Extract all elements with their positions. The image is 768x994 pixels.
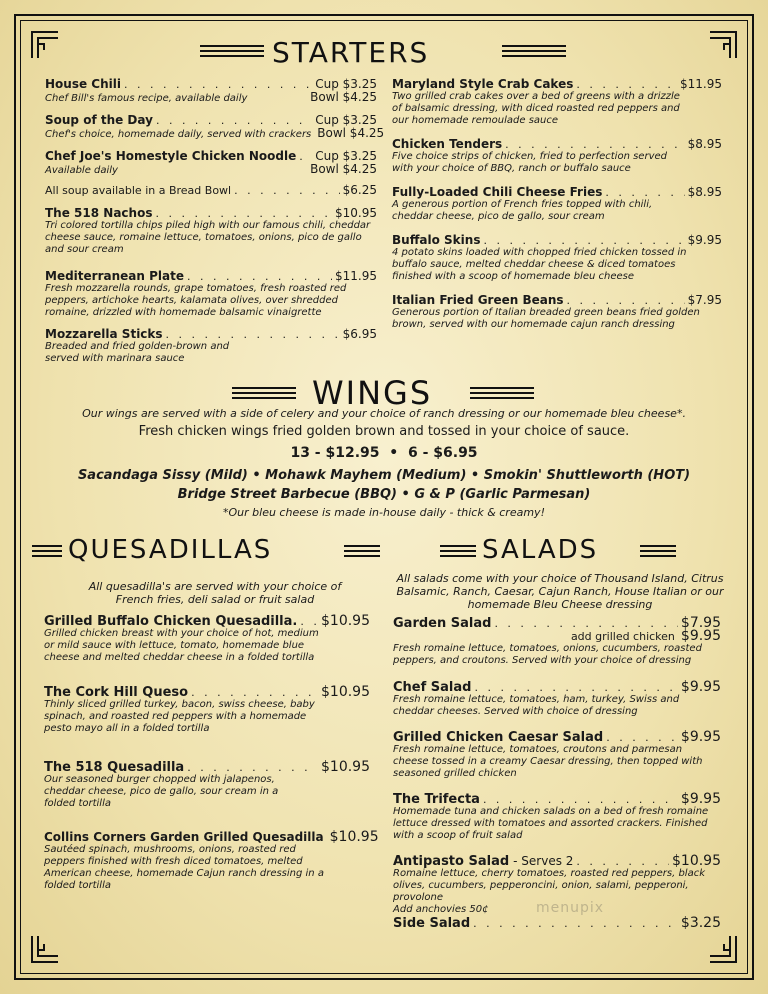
item-extra: Add anchovies 50¢ <box>393 904 489 915</box>
item-name: Grilled Buffalo Chicken Quesadilla. <box>44 614 298 629</box>
menu-item <box>392 138 722 175</box>
menu-item <box>44 686 370 735</box>
item-desc: Our seasoned burger chopped with jalapenos, cheddar cheese, pico de gallo, sour cream in a folded tortilla <box>44 774 279 809</box>
decor-bars <box>470 384 534 402</box>
menu-item <box>44 761 370 810</box>
item-price: $9.95 <box>687 233 722 247</box>
watermark: menupix <box>536 900 605 916</box>
item-desc: Homemade tuna and chicken salads on a bed of fresh romaine lettuce dressed with tomatoes and assorted crackers. Finished with a scoop of fruit salad <box>393 806 709 841</box>
item-name: Italian Fried Green Beans <box>392 293 564 307</box>
item-desc: Two grilled crab cakes over a bed of greens with a drizzle of balsamic dressing, with diced roasted red peppers and our homemade remoulade sauce <box>392 91 680 126</box>
item-price: $9.95 <box>680 628 721 644</box>
item-price: $10.95 <box>329 829 379 845</box>
menu-item <box>393 793 721 842</box>
menu-item <box>392 234 722 283</box>
item-desc: Available daily <box>45 165 118 176</box>
item-price: $9.95 <box>680 729 721 745</box>
corner-ornament-icon <box>30 934 60 964</box>
item-desc: Romaine lettuce, cherry tomatoes, roasted red peppers, black olives, cucumbers, pepperoncini, onion, salami, pepperoni, provolone <box>393 868 706 903</box>
item-name: Grilled Chicken Caesar Salad <box>393 730 604 745</box>
item-price: $10.95 <box>321 613 370 629</box>
item-name: Mediterranean Plate <box>45 269 184 283</box>
item-price: $9.95 <box>680 791 721 807</box>
item-price: $7.95 <box>680 615 721 631</box>
corner-ornament-icon <box>30 30 60 60</box>
menu-item <box>393 917 721 930</box>
item-desc: Tri colored tortilla chips piled high with our famous chili, cheddar cheese sauce, romaine lettuce, tomatoes, onions, pico de gallo and sour cream <box>45 220 371 255</box>
item-name: The Cork Hill Queso <box>44 685 189 700</box>
item-price: $10.95 <box>321 684 370 700</box>
item-name: Maryland Style Crab Cakes <box>392 77 574 91</box>
menu-item <box>392 294 722 331</box>
item-price: Cup $3.25 <box>315 113 377 127</box>
item-name: Antipasto Salad <box>393 854 510 869</box>
item-price: $6.95 <box>342 327 377 341</box>
item-price: Cup $3.25 <box>315 77 377 91</box>
salads-intro: All salads come with your choice of Thousand Island, Citrus Balsamic, Ranch, Caesar, Cajun Ranch, House Italian or our homemade Bleu Cheese dressing <box>396 572 724 611</box>
item-name: Mozzarella Sticks <box>45 327 163 341</box>
item-desc: Fresh romaine lettuce, tomatoes, croutons and parmesan cheese tossed in a creamy Caesar dressing, then topped with seasoned grilled chicken <box>393 744 703 779</box>
item-desc: Chef's choice, homemade daily, served with crackers <box>45 129 312 140</box>
item-name: The 518 Nachos <box>45 206 153 220</box>
menu-item <box>45 270 377 319</box>
wings-sauces-2: Bridge Street Barbecue (BBQ) • G & P (Garlic Parmesan) <box>177 487 591 502</box>
item-name: Chef Joe's Homestyle Chicken Noodle <box>45 149 297 163</box>
item-desc: Fresh mozzarella rounds, grape tomatoes, fresh roasted red peppers, artichoke hearts, kalamata olives, over shredded romaine, drizzled with homemade balsamic vinaigrette <box>45 283 347 318</box>
wings-pricing: 13 - $12.95 • 6 - $6.95 <box>290 445 478 461</box>
menu-item <box>393 617 721 667</box>
item-serves: - Serves 2 <box>513 854 574 868</box>
item-price: Bowl $4.25 <box>310 162 377 176</box>
menu-item <box>45 150 377 177</box>
decor-bars <box>200 42 264 60</box>
item-extra: add grilled chicken <box>570 630 675 643</box>
item-price: $10.95 <box>321 759 370 775</box>
item-name: Side Salad <box>393 916 471 931</box>
item-name: Buffalo Skins <box>392 233 481 247</box>
wings-sauces-1: Sacandaga Sissy (Mild) • Mohawk Mayhem (Medium) • Smokin' Shuttleworth (HOT) <box>77 468 691 483</box>
item-desc: Chef Bill's famous recipe, available daily <box>45 93 248 104</box>
decor-bars <box>232 384 296 402</box>
item-desc: Thinly sliced grilled turkey, bacon, swiss cheese, baby spinach, and roasted red peppers with a homemade pesto mayo all in a folded tortilla <box>44 699 315 734</box>
item-desc: 4 potato skins loaded with chopped fried chicken tossed in buffalo sauce, melted cheddar cheese & diced tomatoes finished with a scoop of homemade bleu cheese <box>392 247 687 282</box>
item-price: $11.95 <box>680 77 722 91</box>
item-name: The 518 Quesadilla <box>44 760 185 775</box>
salads-title: SALADS <box>482 535 599 565</box>
menu-item <box>44 615 370 664</box>
menu-item <box>393 681 721 718</box>
decor-bars <box>440 542 476 560</box>
wings-intro: Our wings are served with a side of celery and your choice of ranch dressing or our homemade bleu cheese*. <box>82 407 686 420</box>
item-price: $6.25 <box>342 183 377 197</box>
decor-bars <box>32 542 62 560</box>
menu-item <box>45 184 377 197</box>
item-price: $3.25 <box>680 915 721 931</box>
item-desc: Fresh romaine lettuce, tomatoes, onions, cucumbers, roasted peppers, and croutons. Served with your choice of dressing <box>393 643 702 666</box>
item-name: Collins Corners Garden Grilled Quesadilla <box>44 830 324 844</box>
item-name: Garden Salad <box>393 616 492 631</box>
item-price: $7.95 <box>687 293 722 307</box>
decor-bars <box>344 542 380 560</box>
item-name: Chef Salad <box>393 680 472 695</box>
item-price: Bowl $4.25 <box>317 126 385 140</box>
menu-item <box>393 731 721 780</box>
quesadillas-title: QUESADILLAS <box>68 535 273 565</box>
item-price: $8.95 <box>687 185 722 199</box>
item-price: Bowl $4.25 <box>310 90 377 104</box>
item-price: $8.95 <box>687 137 722 151</box>
item-name: Fully-Loaded Chili Cheese Fries <box>392 185 603 199</box>
quesadillas-intro: All quesadilla's are served with your choice of French fries, deli salad or fruit salad <box>88 580 342 606</box>
item-desc: Generous portion of Italian breaded green beans fried golden brown, served with our homemade cajun ranch dressing <box>392 307 700 330</box>
item-price: $10.95 <box>672 853 721 869</box>
corner-ornament-icon <box>708 934 738 964</box>
wings-note: *Our bleu cheese is made in-house daily - thick & creamy! <box>223 506 545 519</box>
menu-item <box>44 829 379 892</box>
item-name: The Trifecta <box>393 792 480 807</box>
item-desc: A generous portion of French fries topped with chili, cheddar cheese, pico de gallo, sour cream <box>392 199 653 222</box>
item-price: $9.95 <box>680 679 721 695</box>
item-desc: Fresh romaine lettuce, tomatoes, ham, turkey, Swiss and cheddar cheeses. Served with choice of dressing <box>393 694 680 717</box>
item-name: House Chili <box>45 77 121 91</box>
menu-item <box>45 328 377 365</box>
item-desc: Five choice strips of chicken, fried to perfection served with your choice of BBQ, ranch or buffalo sauce <box>392 151 667 174</box>
item-name: Chicken Tenders <box>392 137 503 151</box>
item-price: Cup $3.25 <box>315 149 377 163</box>
item-desc: Breaded and fried golden-brown and served with marinara sauce <box>45 341 230 364</box>
menu-item <box>45 113 385 141</box>
wings-line2: Fresh chicken wings fried golden brown and tossed in your choice of sauce. <box>138 424 630 439</box>
menu-item <box>392 78 722 127</box>
item-price: $11.95 <box>335 269 377 283</box>
item-name: Soup of the Day <box>45 113 153 127</box>
menu-item <box>45 207 377 256</box>
decor-bars <box>502 42 566 60</box>
item-price: $10.95 <box>335 206 377 220</box>
decor-bars <box>640 542 676 560</box>
menu-item <box>45 78 377 105</box>
item-desc: Sautéed spinach, mushrooms, onions, roasted red peppers finished with fresh diced tomatoes, melted American cheese, homemade Cajun ranch dressing in a folded tortilla <box>44 844 324 891</box>
item-desc: Grilled chicken breast with your choice of hot, medium or mild sauce with lettuce, tomato, homemade blue cheese and melted cheddar cheese in a folded tortilla <box>44 628 319 663</box>
starters-title: STARTERS <box>272 36 430 69</box>
wings-title: WINGS <box>312 374 433 412</box>
corner-ornament-icon <box>708 30 738 60</box>
menu-item <box>392 186 722 223</box>
item-name: All soup available in a Bread Bowl <box>45 184 232 197</box>
